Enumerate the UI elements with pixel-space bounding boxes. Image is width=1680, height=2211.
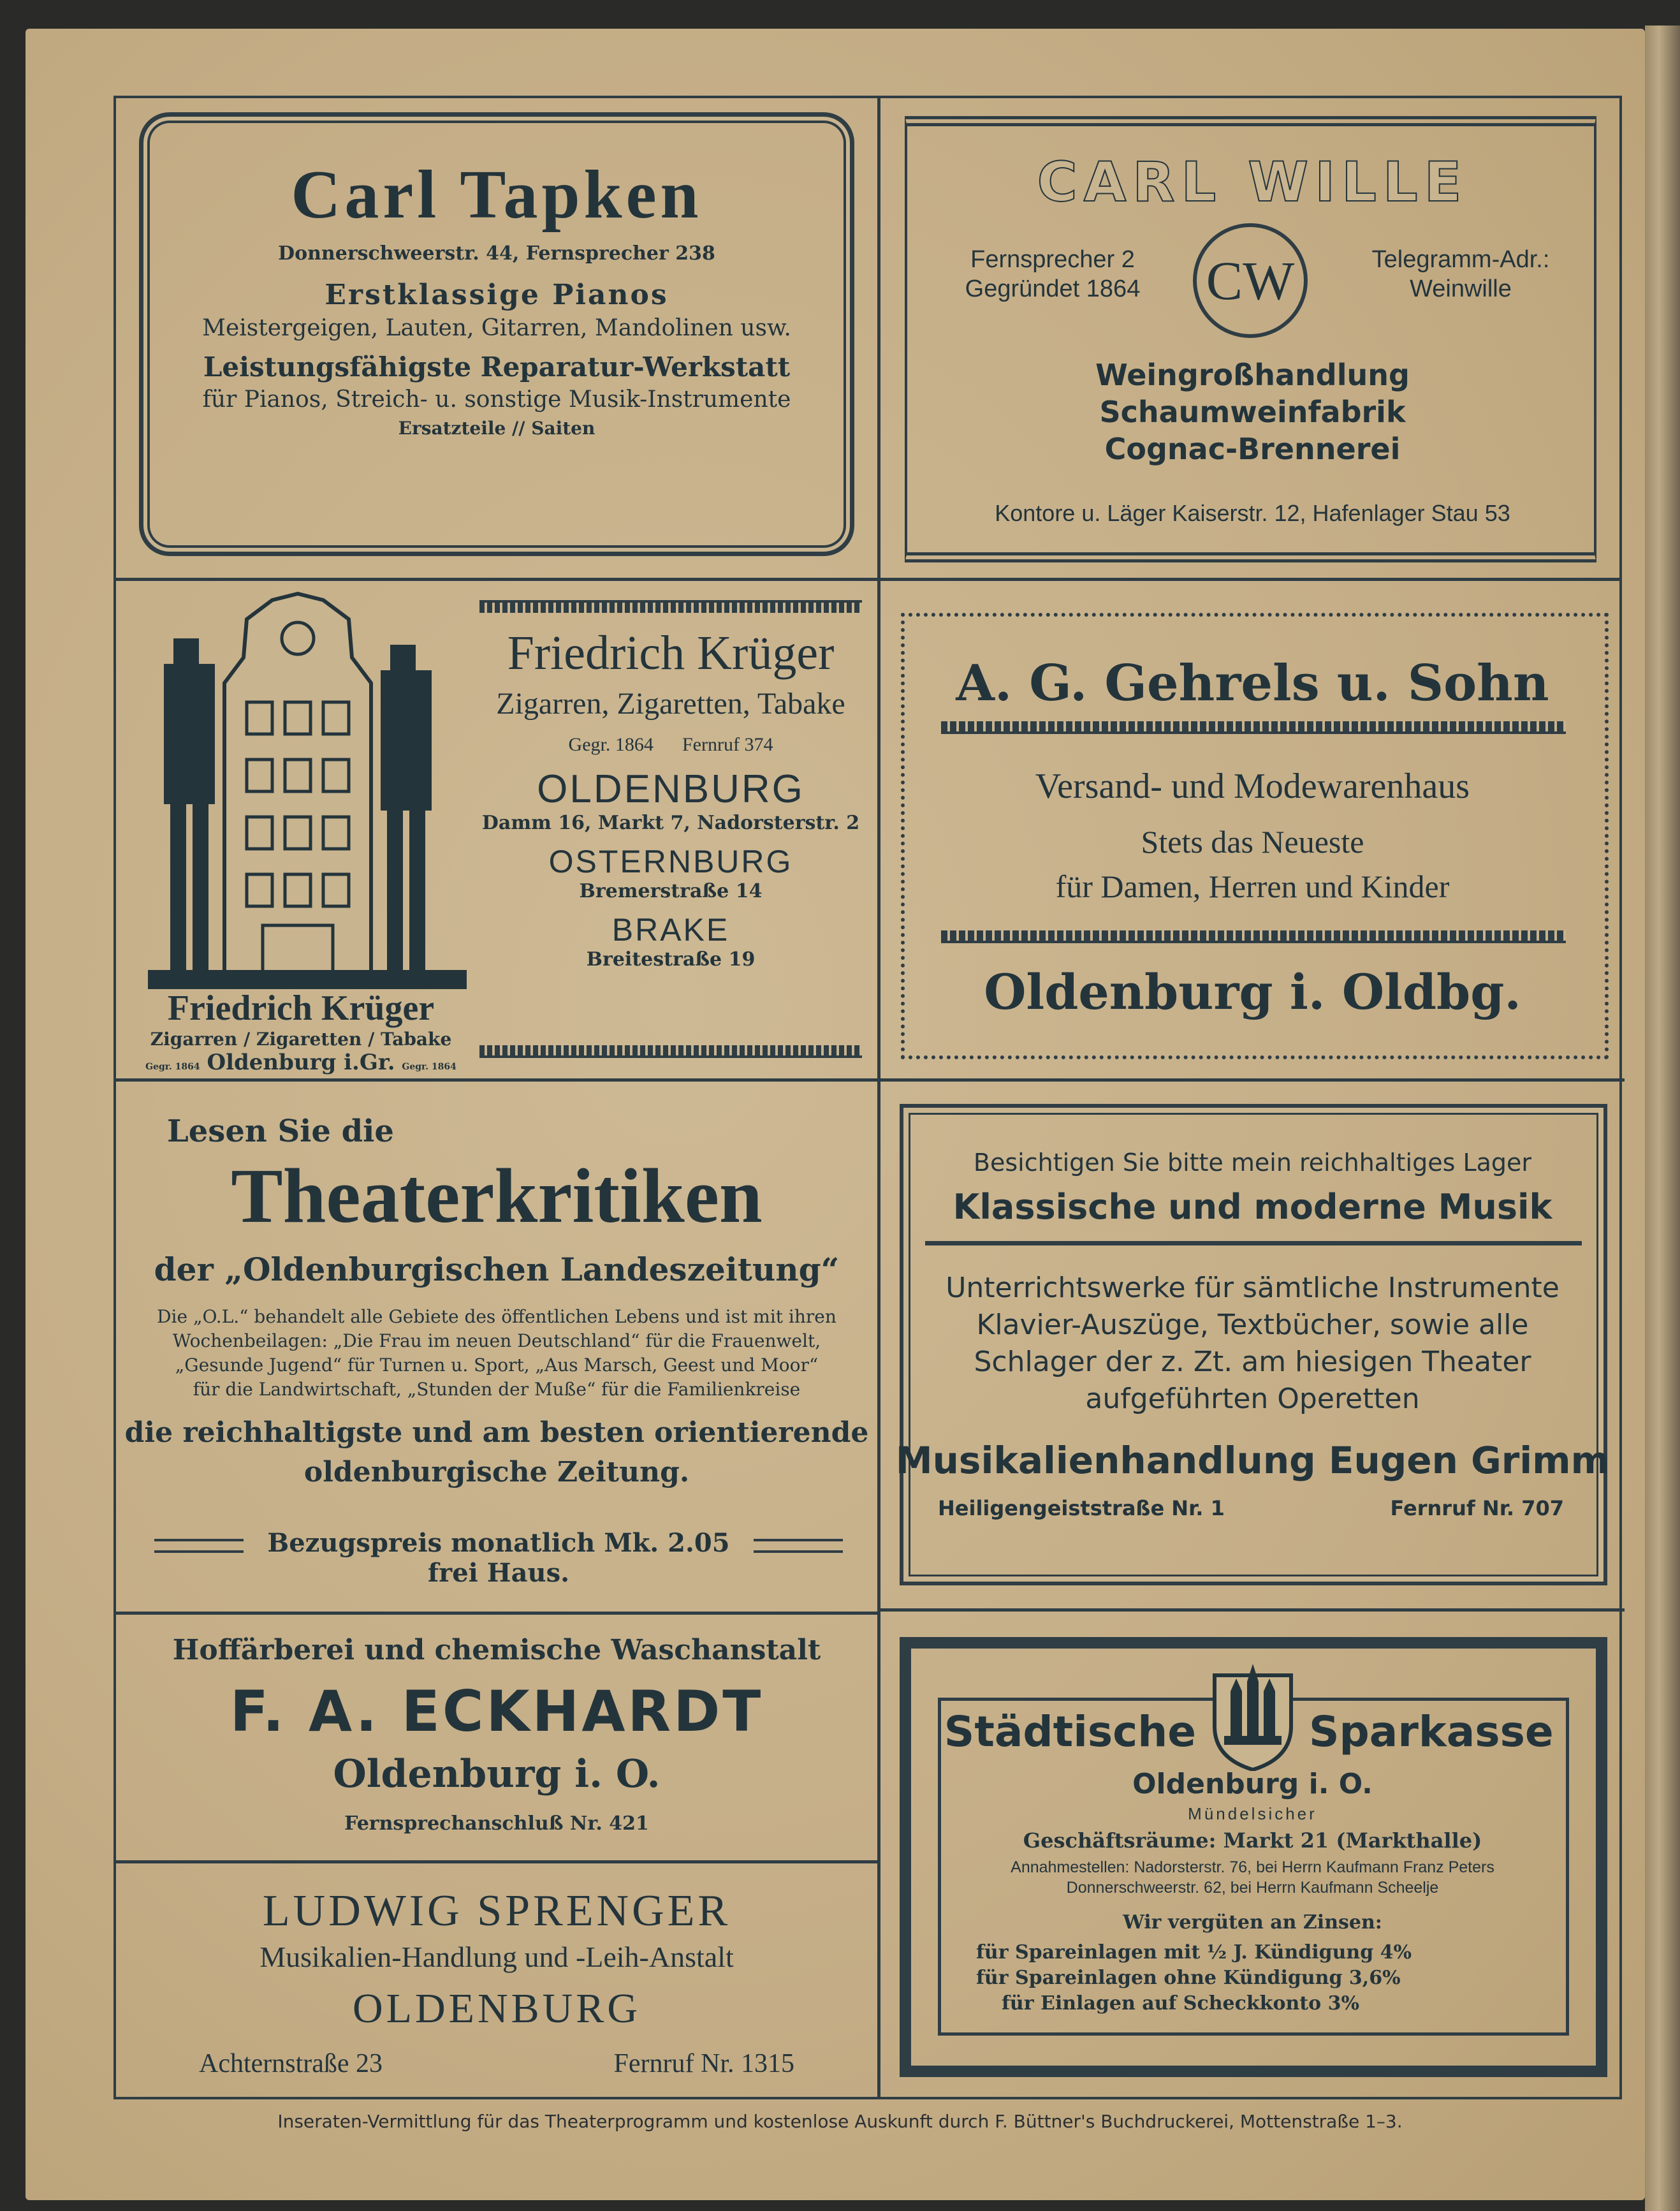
rate-1-label: für Spareinlagen mit ½ J. Kündigung [976,1941,1374,1964]
paragraph-line-1: Die „O.L.“ behandelt alle Gebiete des öffentlichen Lebens und ist mit ihren [157,1306,836,1327]
title-right: Sparkasse [1309,1707,1554,1756]
paragraph-line-2: Wochenbeilagen: „Die Frau im neuen Deutschland“ für die Frauenwelt, [172,1330,821,1351]
branch-2: Donnerschweerstr. 62, bei Herrn Kaufmann Scheelje [1066,1879,1439,1897]
status: Mündelsicher [1188,1804,1317,1823]
newspaper: der „Oldenburgischen Landeszeitung“ [154,1251,840,1288]
slogan: Stets das Neueste [1141,824,1364,860]
book-spine [1645,26,1680,2211]
office: Geschäftsräume: Markt 21 (Markthalle) [1023,1828,1482,1853]
ad-eugen-grimm [880,1082,1625,1608]
address-3: Breitestraße 19 [586,948,756,971]
slogan-2: oldenburgische Zeitung. [303,1456,690,1488]
ad-friedrich-krueger [116,581,877,1078]
company-name: Carl Tapken [291,157,703,233]
city-2: OSTERNBURG [548,844,793,879]
repair-line: für Pianos, Streich- u. sonstige Musik-Instrumente [202,386,791,413]
slogan-1: die reichhaltigste und am besten orientierende [124,1416,869,1449]
business-2: Schaumweinfabrik [1099,395,1406,429]
monogram-emblem: CW [1193,223,1308,338]
ad-gehrels [880,581,1625,1078]
logo-name: Friedrich Krüger [167,988,435,1028]
rule-top [941,721,1566,734]
company-name: CARL WILLE [1037,151,1468,214]
phone: Fernruf 374 [682,734,773,755]
business: Hoffärberei und chemische Waschanstalt [172,1634,821,1666]
top-rule [479,600,862,613]
offer-4: aufgeführten Operetten [1085,1383,1420,1415]
goods: Zigarren, Zigaretten, Tabake [496,687,845,721]
ad-ludwig-sprenger [116,1863,877,2102]
title-left: Städtische [944,1707,1196,1756]
ad-eckhardt [116,1615,877,1860]
logo-founded-right: Gegr. 1864 [402,1062,457,1072]
rate-2-label: für Spareinlagen ohne Kündigung [976,1967,1343,1989]
rate-3-label: für Einlagen auf Scheckkonto [1002,1992,1322,2015]
ad-carl-tapken [116,98,877,578]
headline-repair: Leistungsfähigste Reparatur-Werkstatt [203,351,791,383]
rate-3-value: 3% [1327,1992,1359,2015]
city: OLDENBURG [537,767,805,811]
address-2: Bremerstraße 14 [579,880,763,902]
company-name: LUDWIG SPRENGER [262,1886,731,1936]
logo-founded-left: Gegr. 1864 [145,1062,200,1072]
intro: Lesen Sie die [167,1113,394,1149]
offer-2: Klavier-Auszüge, Textbücher, sowie alle [976,1309,1529,1341]
rule [925,1241,1582,1245]
phone: Fernruf Nr. 707 [1390,1496,1564,1520]
city: Oldenburg i. O. [333,1752,661,1796]
phone: Fernruf Nr. 1315 [613,2049,794,2078]
telegram-label: Telegramm-Adr.: [1371,246,1550,273]
address: Achternstraße 23 [199,2049,383,2078]
paragraph-line-4: für die Landwirtschaft, „Stunden der Muße“ für die Familienkreise [193,1379,801,1400]
rate-1-value: 4% [1380,1941,1412,1964]
title: Theaterkritiken [231,1153,763,1239]
bottom-rule [479,1045,862,1058]
paragraph-line-3: „Gesunde Jugend“ für Turnen u. Sport, „Aus Marsch, Geest und Moor“ [175,1355,819,1376]
tagline: Versand- und Modewarenhaus [1035,767,1470,806]
city: OLDENBURG [353,1985,641,2032]
city-3: BRAKE [611,912,730,948]
logo-goods: Zigarren / Zigaretten / Tabake [150,1029,452,1050]
city: Oldenburg i. Oldbg. [984,964,1521,1020]
ad-theaterkritiken [116,1082,877,1612]
business: Musikalien-Handlung und -Leih-Anstalt [259,1941,734,1973]
company-name: Friedrich Krüger [507,626,835,680]
founded: Gegr. 1864 [568,734,654,755]
building-illustration-icon [135,587,479,995]
invitation: Besichtigen Sie bitte mein reichhaltiges Lager [973,1149,1532,1177]
address: Donnerschweerstr. 44, Fernsprecher 238 [278,242,715,265]
headline: Klassische und moderne Musik [953,1187,1552,1227]
offer-1: Unterrichtswerke für sämtliche Instrumente [946,1272,1559,1304]
page-footer: Inseraten-Vermittlung für das Theaterprogramm und kostenlose Auskunft durch F. Büttner's Buchdruckerei, Mottenstraße 1–3. [277,2111,1403,2132]
parts-line: Ersatzteile // Saiten [398,418,595,439]
city-coat-of-arms-icon [1205,1656,1301,1771]
headline: Erstklassige Pianos [325,279,669,311]
rule-left [154,1539,244,1553]
rule-bottom [941,930,1566,943]
address: Heiligengeiststraße Nr. 1 [938,1496,1225,1520]
interest-heading: Wir vergüten an Zinsen: [1123,1911,1382,1934]
founded: Gegründet 1864 [965,275,1141,302]
branch-1: Annahmestellen: Nadorsterstr. 76, bei Herrn Kaufmann Franz Peters [1011,1858,1494,1876]
offer-3: Schlager der z. Zt. am hiesigen Theater [974,1346,1531,1378]
address: Damm 16, Markt 7, Nadorsterstr. 2 [481,812,860,834]
company-name: A. G. Gehrels u. Sohn [956,654,1549,712]
business-3: Cognac-Brennerei [1104,432,1401,466]
company-name: Musikalienhandlung Eugen Grimm [895,1439,1610,1482]
phone: Fernsprechanschluß Nr. 421 [344,1812,649,1835]
audience: für Damen, Herren und Kinder [1055,869,1450,904]
ad-grid [113,96,1622,2099]
ad-carl-wille [880,98,1625,578]
product-line: Meistergeigen, Lauten, Gitarren, Mandolinen usw. [202,315,791,341]
rate-2-value: 3,6% [1348,1967,1401,1989]
rule-right [754,1539,843,1553]
business-1: Weingroßhandlung [1095,358,1410,392]
warehouse-address: Kontore u. Läger Kaiserstr. 12, Hafenlager Stau 53 [995,500,1510,526]
logo-city: Oldenburg i.Gr. [207,1050,395,1075]
telegram-address: Weinwille [1410,275,1512,302]
company-name: F. A. ECKHARDT [230,1678,764,1744]
phone: Fernsprecher 2 [970,246,1135,273]
city: Oldenburg i. O. [1132,1768,1373,1800]
ad-sparkasse [880,1612,1625,2102]
price: Bezugspreis monatlich Mk. 2.05 frei Haus. [267,1528,730,1588]
